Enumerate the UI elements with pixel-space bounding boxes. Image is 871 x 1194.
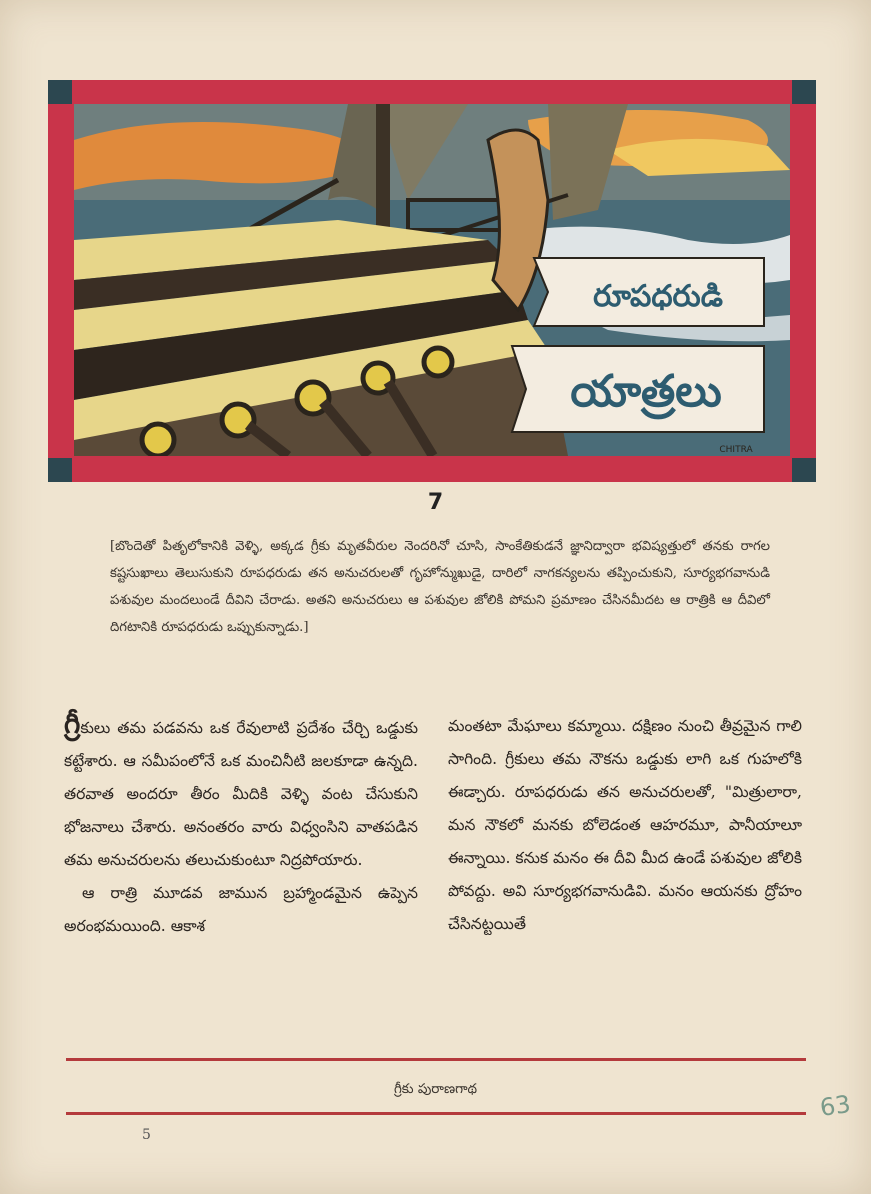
chapter-number: 7 [427, 490, 444, 515]
illustrator-signature: CHITRA [719, 445, 753, 455]
folio-number: 5 [142, 1127, 151, 1143]
porthole [424, 348, 452, 376]
chapter-summary: [బొందెతో పితృలోకానికి వెళ్ళి, అక్కడ గ్రీకు మృతవీరుల నెందరినో చూసి, సాంకేతికుడనే జ్ఞానిద్వారా భవిష్యత్తులో తనకు రాగల కష్టసుఖాలు తెలుసుకుని రూపధరుడు తన అనుచరులతో గృహోన్ముఖుడై, దారిలో నాగకన్యలను తప్పించుకుని, సూర్యభగవానుడి పశువుల మందలుండే దీవిని చేరాడు. అతని అనుచరులు ఆ పశువుల జోలికి పోమని ప్రమాణం చేసినమీదట ఆ రాత్రికి ఆ దీవిలో దిగటానికి రూపధరుడు ఒప్పుకున్నాడు.] [110, 539, 770, 635]
frame-corner [792, 80, 816, 104]
header-illustration [48, 80, 816, 482]
frame-corner [48, 80, 72, 104]
frame-corner [792, 458, 816, 482]
illustration-title-line2: యాత్రలు [570, 366, 722, 417]
illustration-title-line1: రూపధరుడి [593, 279, 723, 314]
paragraph-text: కులు తమ పడవను ఒక రేవులాటి ప్రదేశం చేర్చి ఒడ్డుకు కట్టేశారు. ఆ సమీపంలోనే ఒక మంచినీటి జలకూడా ఉన్నది. తరవాత అందరూ తీరం మీదికి వెళ్ళి వంట చేసుకుని భోజనాలు చేశారు. అనంతరం వారు విధ్వంసిని వాతపడిన తమ అనుచరులను తలుచుకుంటూ నిద్రపోయారు. [64, 719, 418, 869]
body-column-left [64, 707, 418, 943]
series-title: గ్రీకు పురాణగాథ [393, 1081, 478, 1097]
body-column-right [448, 710, 802, 941]
porthole [142, 424, 174, 456]
footer-rule-top [66, 1058, 806, 1061]
handwritten-page-number: 63 [818, 1090, 853, 1122]
body-paragraph [64, 707, 418, 877]
body-paragraph: మంతటా మేఘాలు కమ్మాయి. దక్షిణం నుంచి తీవ్రమైన గాలి సాగింది. గ్రీకులు తమ నౌకను ఒడ్డుకు లాగి ఒక గుహలోకి ఈడ్చారు. రూపధరుడు తన అనుచరులతో, "మిత్రులారా, మన నౌకలో మనకు బోలెడంత ఆహరమూ, పానీయాలూ ఈన్నాయి. కనుక మనం ఈ దీవి మీద ఉండే పశువుల జోలికి పోవద్దు. అవి సూర్యభగవానుడివి. మనం ఆయనకు ద్రోహం చేసినట్టయితే [448, 717, 802, 933]
body-paragraph: ఆ రాత్రి మూడవ జామున బ్రహ్మాండమైన ఉప్పెన అరంభమయింది. ఆకాశ [64, 884, 418, 935]
footer-rule-bottom [66, 1112, 806, 1115]
drop-cap: గ్రీ [64, 707, 81, 740]
frame-corner [48, 458, 72, 482]
